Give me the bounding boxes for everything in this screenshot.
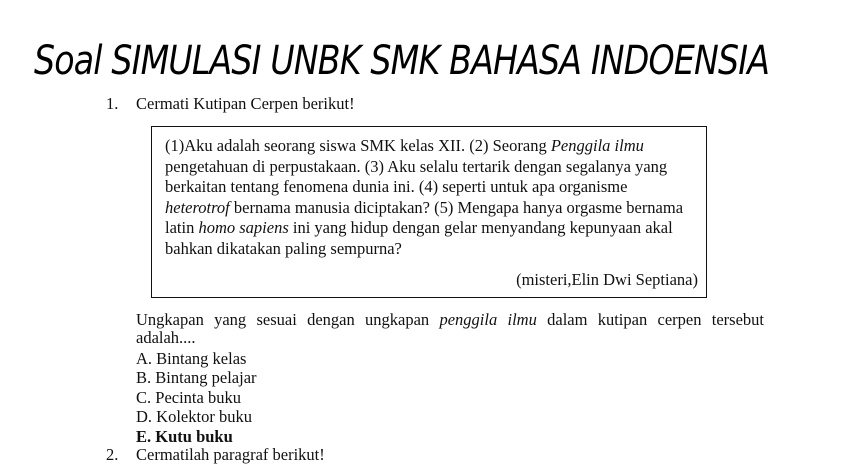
- option-c[interactable]: [136, 388, 257, 407]
- story-excerpt-box: [151, 126, 707, 298]
- question-2-number: 2.: [106, 445, 119, 464]
- excerpt-line-4-text: bernama manusia diciptakan? (5) Mengapa hanya orgasme bernama: [229, 197, 684, 217]
- answer-options: [136, 349, 257, 446]
- excerpt-line-6: bahkan dikatakan paling sempurna?: [165, 238, 402, 258]
- question-2-header: [106, 445, 325, 465]
- question-1-number: 1.: [106, 94, 119, 113]
- excerpt-source: (misteri,Elin Dwi Septiana): [516, 269, 698, 289]
- stem-text-start: Ungkapan yang sesuai dengan ungkapan: [136, 310, 440, 329]
- stem-text-end: dalam kutipan cerpen tersebut adalah....: [136, 310, 764, 347]
- story-excerpt-text: [165, 136, 698, 260]
- excerpt-line-5-start: latin: [165, 218, 199, 238]
- option-d-text: Kolektor buku: [152, 407, 252, 427]
- question-1-prompt: Cermati Kutipan Cerpen berikut!: [136, 94, 355, 113]
- excerpt-line-1: [165, 136, 698, 157]
- excerpt-line-5-end: ini yang hidup dengan gelar menyandang kepunyaan akal: [288, 218, 673, 238]
- question-2-prompt: Cermatilah paragraf berikut!: [136, 445, 325, 464]
- question-1-header: [106, 94, 355, 114]
- option-e-text: Kutu buku: [151, 426, 233, 446]
- excerpt-term-heterotrof: heterotrof: [165, 197, 230, 217]
- option-b-letter: B.: [136, 368, 152, 388]
- option-b[interactable]: [136, 368, 257, 387]
- option-d[interactable]: [136, 407, 257, 426]
- question-1-stem: [136, 311, 764, 347]
- option-c-text: Pecinta buku: [151, 387, 241, 407]
- option-c-letter: C.: [136, 387, 152, 407]
- excerpt-term-homo-sapiens: homo sapiens: [198, 218, 289, 238]
- excerpt-line-1-text: (1)Aku adalah seorang siswa SMK kelas XII. (2) Seorang: [165, 136, 551, 155]
- excerpt-line-3: berkaitan tentang fenomena dunia ini. (4) seperti untuk apa organisme: [165, 177, 628, 197]
- document-title: Soal SIMULASI UNBK SMK BAHASA INDOENSIA: [34, 38, 770, 84]
- option-b-text: Bintang pelajar: [151, 368, 257, 388]
- option-d-letter: D.: [136, 407, 153, 427]
- option-a-letter: A.: [136, 349, 153, 368]
- excerpt-term-penggila-ilmu: Penggila ilmu: [550, 136, 644, 155]
- excerpt-line-2: pengetahuan di perpustakaan. (3) Aku selalu tertarik dengan segalanya yang: [165, 156, 668, 176]
- option-a[interactable]: [136, 349, 257, 368]
- option-e-letter: E.: [136, 426, 152, 446]
- stem-term-penggila-ilmu: penggila ilmu: [439, 310, 537, 329]
- option-a-text: Bintang kelas: [152, 349, 247, 368]
- option-e[interactable]: [136, 427, 257, 446]
- excerpt-line-5: [165, 218, 698, 239]
- excerpt-line-4: [165, 198, 698, 219]
